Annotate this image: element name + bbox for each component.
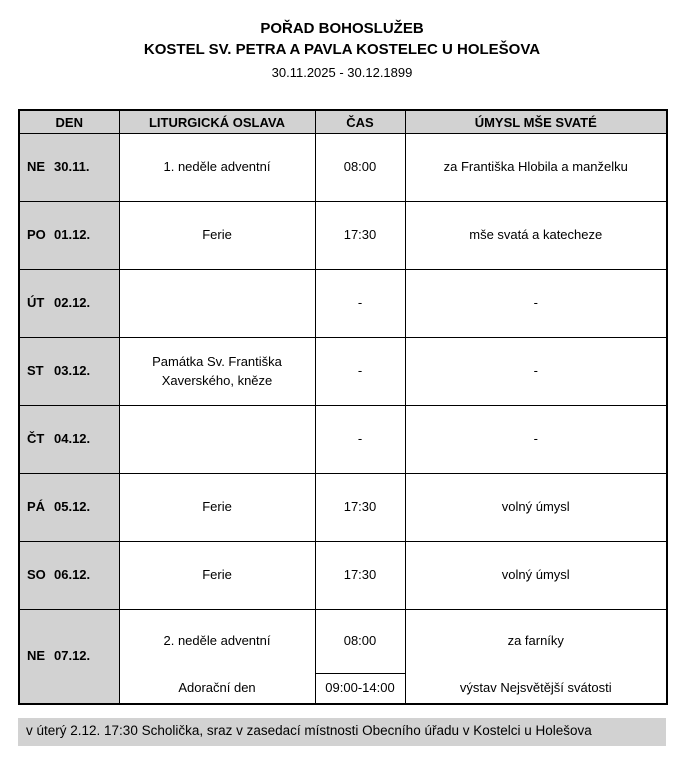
day-cell <box>19 338 119 406</box>
day-cell <box>19 406 119 474</box>
table-row <box>19 338 667 406</box>
intention-cell: mše svatá a katecheze <box>405 202 667 270</box>
title-block <box>0 18 684 83</box>
day-abbr: NE <box>27 159 46 175</box>
table-row <box>19 270 667 338</box>
table-row <box>19 474 667 542</box>
page-subtitle: KOSTEL SV. PETRA A PAVLA KOSTELEC U HOLEŠOVA <box>143 41 541 58</box>
intention-cell: za Františka Hlobila a manželku <box>405 134 667 202</box>
day-date: 07.12. <box>54 648 91 664</box>
intention-cell: volný úmysl <box>405 474 667 542</box>
celebration-cell: Ferie <box>119 474 315 542</box>
day-abbr: PÁ <box>27 499 46 515</box>
time-cell <box>315 610 405 705</box>
celebration-cell <box>119 270 315 338</box>
day-date: 30.11. <box>54 159 90 175</box>
day-date: 01.12. <box>54 227 91 243</box>
table-header-row <box>19 110 667 134</box>
column-header-liturgicka-oslava: LITURGICKÁ OSLAVA <box>119 110 315 134</box>
day-abbr: ST <box>27 363 44 379</box>
intention-main: za farníky <box>507 633 564 649</box>
day-abbr: ČT <box>27 431 45 447</box>
intention-sub: výstav Nejsvětější svátosti <box>459 679 612 695</box>
column-header-cas: ČAS <box>315 110 405 134</box>
time-main: 08:00 <box>343 633 377 649</box>
table-row <box>19 610 667 705</box>
time-cell: 17:30 <box>315 474 405 542</box>
column-header-den: DEN <box>19 110 119 134</box>
page-title: POŘAD BOHOSLUŽEB <box>260 20 424 37</box>
intention-cell: - <box>405 338 667 406</box>
time-cell: - <box>315 338 405 406</box>
day-cell <box>19 610 119 705</box>
table-row <box>19 202 667 270</box>
day-cell <box>19 542 119 610</box>
day-cell <box>19 134 119 202</box>
celebration-cell <box>119 406 315 474</box>
celebration-main: 2. neděle adventní <box>163 633 271 649</box>
date-range: 30.11.2025 - 30.12.1899 <box>271 65 413 80</box>
day-cell <box>19 202 119 270</box>
day-cell <box>19 270 119 338</box>
intention-cell <box>405 610 667 705</box>
day-cell <box>19 474 119 542</box>
day-date: 03.12. <box>54 363 91 379</box>
time-cell: - <box>315 406 405 474</box>
day-abbr: ÚT <box>27 295 45 311</box>
footer-note: v úterý 2.12. 17:30 Scholička, sraz v zasedací místnosti Obecního úřadu v Kostelci u Holešova <box>18 718 666 746</box>
day-date: 06.12. <box>54 567 91 583</box>
celebration-cell: Památka Sv. Františka Xaverského, kněze <box>119 338 315 406</box>
intention-cell: - <box>405 270 667 338</box>
column-header-umysl: ÚMYSL MŠE SVATÉ <box>405 110 667 134</box>
day-date: 04.12. <box>54 431 91 447</box>
intention-cell: - <box>405 406 667 474</box>
celebration-cell <box>119 610 315 705</box>
schedule-table <box>18 109 668 705</box>
day-abbr: NE <box>27 648 46 664</box>
day-abbr: PO <box>27 227 46 243</box>
celebration-cell: Ferie <box>119 542 315 610</box>
day-abbr: SO <box>27 567 46 583</box>
time-cell: 17:30 <box>315 542 405 610</box>
table-row <box>19 406 667 474</box>
table-row <box>19 542 667 610</box>
time-sub: 09:00-14:00 <box>316 673 405 703</box>
time-cell: 17:30 <box>315 202 405 270</box>
celebration-cell: 1. neděle adventní <box>119 134 315 202</box>
time-cell: - <box>315 270 405 338</box>
table-row <box>19 134 667 202</box>
intention-cell: volný úmysl <box>405 542 667 610</box>
celebration-cell: Ferie <box>119 202 315 270</box>
day-date: 02.12. <box>54 295 91 311</box>
time-cell: 08:00 <box>315 134 405 202</box>
day-date: 05.12. <box>54 499 91 515</box>
celebration-sub: Adorační den <box>178 679 256 695</box>
